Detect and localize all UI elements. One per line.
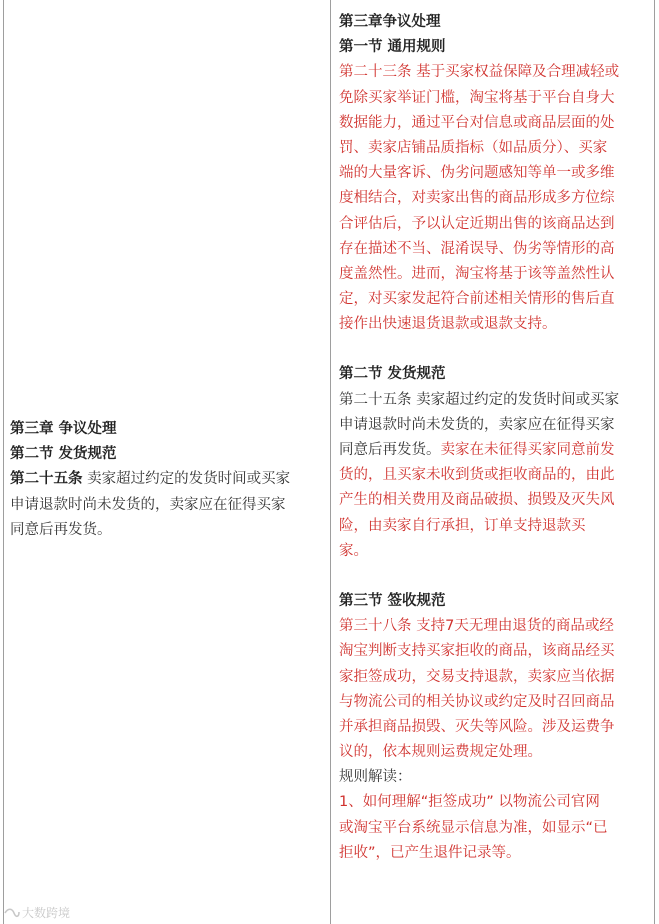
article-25-line: 险，由卖家自行承担，订单支持退款买 [339,517,586,534]
article-38 [339,614,649,765]
article-38-line: 并承担商品损毁、灭失等风险。涉及运费争 [339,718,615,735]
article-38-line: 议的，依本规则运费规定处理。 [339,744,542,761]
right-section1-heading: 第一节 通用规则 [339,39,446,56]
article-25-line: 申请退款时尚未发货的，卖家应在征得买家 [339,416,615,433]
article-23-line: 度相结合，对卖家出售的商品形成多方位综 [339,190,615,207]
article-23-line: 第二十三条 基于买家权益保障及合理减轻或 [339,64,620,81]
left-column [10,417,322,543]
article-23-line: 端的大量客诉、伪劣问题感知等单一或多维 [339,165,615,182]
spacer [339,337,649,362]
left-section-heading: 第二节 发货规范 [10,446,117,463]
watermark [4,904,70,921]
article-38-line: 淘宝判断支持买家拒收的商品，该商品经买 [339,643,615,660]
article-25-line: 家。 [339,542,368,559]
column-divider [330,0,331,924]
interpretation-line: 或淘宝平台系统显示信息为准，如显示“已 [339,819,608,836]
left-article-label: 第二十五条 [10,471,83,488]
article-25-line: 第二十五条 卖家超过约定的发货时间或买家 [339,391,620,408]
right-chapter-heading: 第三章争议处理 [339,14,441,30]
left-chapter-heading: 第三章 争议处理 [10,421,117,437]
article-38-line: 家拒签成功，交易支持退款，卖家应当依据 [339,668,615,685]
interpretation-label: 规则解读： [339,769,412,786]
article-38-line: 与物流公司的相关协议或约定及时召回商品 [339,693,615,710]
article-23-line: 度盖然性。进而，淘宝将基于该等盖然性认 [339,265,615,282]
left-article-line-2: 申请退款时尚未发货的，卖家应在征得买家 [10,496,286,513]
article-25-black-segment: 同意后再发货。 [339,442,441,458]
interpretation-line: 1、如何理解“拒签成功” 以物流公司官网 [339,794,600,811]
article-23-line: 数据能力，通过平台对信息或商品层面的处 [339,114,615,131]
article-23-line: 存在描述不当、混淆误导、伪劣等情形的高 [339,240,615,257]
article-23-line: 接作出快速退货退款或退款支持。 [339,316,557,333]
logo-icon [4,907,20,919]
article-25-line: 产生的相关费用及商品破损、损毁及灭失风 [339,492,615,509]
article-25-red-segment: 卖家在未征得买家同意前发 [440,442,615,458]
interpretation-line: 拒收”，已产生退件记录等。 [339,844,521,861]
left-article-text: 卖家超过约定的发货时间或买家 [82,471,291,488]
right-column [339,10,649,866]
article-23-line: 免除买家举证门槛，淘宝将基于平台自身大 [339,89,615,106]
article-25 [339,388,649,564]
article-25-line: 货的，且买家未收到货或拒收商品的，由此 [339,467,615,484]
article-23 [339,60,649,337]
left-article-line-1 [10,467,322,492]
article-23-line: 定，对买家发起符合前述相关情形的售后直 [339,291,615,308]
watermark-text: 大数跨境 [22,906,71,920]
article-38-line: 第三十八条 支持7天无理由退货的商品或经 [339,618,614,635]
right-section3-heading: 第三节 签收规范 [339,592,446,609]
interpretation [339,790,649,866]
spacer [339,564,649,589]
right-section2-heading: 第二节 发货规范 [339,366,446,383]
article-23-line: 合评估后，予以认定近期出售的该商品达到 [339,215,615,232]
left-article-line-3: 同意后再发货。 [10,521,112,538]
article-25-line-mixed [339,438,649,463]
article-23-line: 罚、卖家店铺品质指标（如品质分）、买家 [339,139,608,156]
